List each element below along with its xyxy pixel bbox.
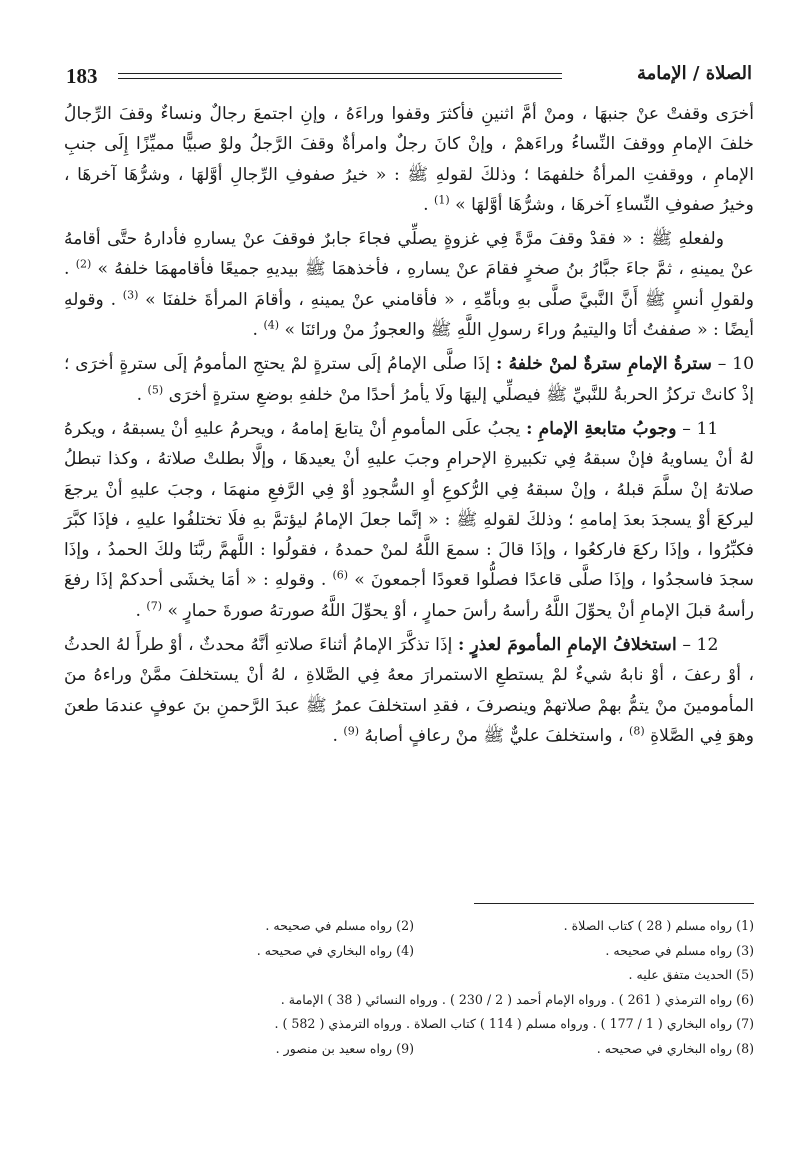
footnote-row <box>64 939 754 964</box>
footnote-row <box>64 1012 754 1037</box>
footnote: (2) رواه مسلم في صحيحه . <box>265 918 414 933</box>
footnote: (4) رواه البخاري في صحيحه . <box>256 942 414 958</box>
footnote: (9) رواه سعيد بن منصور . <box>275 1040 414 1056</box>
section-number: 11 – <box>682 418 719 439</box>
footnote-divider <box>474 903 754 904</box>
footnote-ref-9: (9) <box>343 724 359 738</box>
footnote: (6) رواه الترمذي ( 261 ) . ورواه الإمام أحمد ( 2 / 230 ) . ورواه النسائي ( 38 ) الإمامة . <box>280 991 754 1007</box>
footnotes <box>64 914 754 1061</box>
footnote-ref-2: (2) <box>75 257 92 271</box>
footnote: (7) رواه البخاري ( 1 / 177 ) . ورواه مسلم ( 114 ) كتاب الصلاة . ورواه الترمذي ( 582 ) . <box>274 1016 754 1031</box>
footnote-ref-5: (5) <box>147 382 164 396</box>
header-double-rule <box>118 73 562 83</box>
running-header <box>66 62 752 92</box>
chapter-title: الصلاة / الإمامة <box>636 63 752 84</box>
paragraph-10: 10 – سترةُ الإمامِ سترةٌ لمنْ خلفهُ : إذَا صلَّى الإمامُ إلَى سترةٍ لمْ يحتجِ المأمومُ إلَى سترةٍ أخرَى ؛ إذْ كانتْ تركزُ الحربةُ للنَّبيِّ ﷺ فيصلِّي إليهَا ولَا يأمرُ أحدًا منْ خلفهِ بوضعِ سترةٍ أخرَى $^{(5)}$ . <box>64 354 755 405</box>
footnote-row <box>64 914 754 939</box>
paragraph-2: ولفعلهِ ﷺ : « فقدْ وقفَ مرَّةً فِي غزوةٍ يصلِّي فجاءَ جابرٌ فوقفَ عنْ يسارهِ فأدارهُ حتَّى أقامهُ عنْ يمينهِ ، ثمَّ جاءَ جبَّارُ بنُ صخرٍ فقامَ عنْ يسارهِ ، فأخذهمَا ﷺ بيديهِ جميعًا فأقامهمَا خلفهُ » $^{(2)}$ . ولقولِ أنسٍ ﷺ أَنَّ النَّبيَّ صلَّى بهِ وبأمِّهِ ، « فأقامني عنْ يمينهِ ، وأقامَ المرأةَ خلفنَا » $^{(3)}$ . وقولهِ أيضًا : « صففتُ أنَا واليتيمُ وراءَ رسولِ اللَّهِ ﷺ والعجوزُ منْ ورائنَا » $^{(4)}$ . <box>64 229 754 341</box>
footnote: (3) رواه مسلم في صحيحه . <box>605 942 754 958</box>
section-heading: سترةُ الإمامِ سترةٌ لمنْ خلفهُ : <box>495 354 713 375</box>
footnote-ref-1: (1) <box>434 193 450 207</box>
footnote-ref-8: (8) <box>629 724 645 738</box>
paragraph-12: 12 – استخلافُ الإمامِ المأمومَ لعذرٍ : إذَا تذكَّرَ الإمامُ أثناءَ صلاتهِ أنَّهُ محدثٌ ، أوْ طرأَ لهُ الحدثُ ، أوْ رعفَ ، أوْ نابهُ شيءٌ لمْ يستطعِ الاستمرارَ معهُ فِي الصَّلاةِ ، لهُ أنْ يستخلفَ ممَّنْ وراءهُ منَ المأمومينَ منْ يتمُّ بهمْ صلاتهمْ وينصرفَ ، فقدِ استخلفَ عمرُ ﷺ عبدَ الرَّحمنِ بنَ عوفٍ عندمَا طعنَ وهوَ فِي الصَّلاةِ $^{(8)}$ ، واستخلفَ عليٌّ ﷺ منْ رعافٍ أصابهُ $^{(9)}$ . <box>64 635 754 746</box>
footnote-row <box>64 963 754 988</box>
section-number: 12 – <box>682 635 719 656</box>
section-number: 10 – <box>717 354 755 375</box>
paragraph-1: أخرَى وقفتْ عنْ جنبهَا ، ومنْ أمَّ اثنينِ فأكثرَ وقفوا وراءَهُ ، وإنِ اجتمعَ رجالٌ ونساءٌ وقفَ الرِّجالُ خلفَ الإمامِ ووقفَ النِّساءُ وراءَهمْ ، وإنْ كانَ رجلٌ وامرأةٌ وقفَ الرَّجلُ ولوْ صبيًّا مميِّزًا إِلَى جنبِ الإمامِ ، ووقفتِ المرأةُ خلفهمَا ؛ وذلكَ لقولهِ ﷺ : « خيرُ صفوفِ الرِّجالِ أوَّلهَا ، وشرُّهَا آخرهَا ، وخيرُ صفوفِ النِّساءِ آخرهَا ، وشرُّهَا أوَّلهَا » $^{(1)}$ . <box>64 104 754 215</box>
footnote: (1) رواه مسلم ( 28 ) كتاب الصلاة . <box>563 918 754 933</box>
section-heading: استخلافُ الإمامِ المأمومَ لعذرٍ : <box>457 635 677 656</box>
footnote-ref-7: (7) <box>146 599 162 613</box>
footnote: (8) رواه البخاري في صحيحه . <box>596 1040 754 1056</box>
main-text <box>64 99 754 751</box>
footnote-row <box>64 1037 754 1062</box>
footnote-row <box>64 988 754 1013</box>
section-heading: وجوبُ متابعةِ الإمامِ : <box>526 418 677 439</box>
footnote-ref-3: (3) <box>122 288 139 302</box>
paragraph-11: 11 – وجوبُ متابعةِ الإمامِ : يجبُ علَى المأمومِ أنْ يتابعَ إمامهُ ، ويحرمُ عليهِ أنْ يسبقهُ ، ويكرهُ لهُ أنْ يساويهُ فإنْ سبقهُ فِي تكبيرةِ الإحرامِ وجبَ عليهِ أنْ يعيدهَا ، وإلَّا بطلتْ صلاتهُ ، وكذا تبطلُ صلاتهُ إنْ سلَّمَ قبلهُ ، وإنْ سبقهُ فِي الرُّكوعِ أوِ السُّجودِ أوْ فِي الرَّفعِ منهمَا ، وجبَ عليهِ أنْ يرجعَ ليركعَ أوْ يسجدَ بعدَ إمامهِ ؛ وذلكَ لقولهِ ﷺ : « إنَّما جعلَ الإمامُ ليؤتمَّ بهِ فلَا تختلفُوا عليهِ ، فإذَا كبَّرَ فكبِّرُوا ، وإذَا ركعَ فاركعُوا ، وإذَا قالَ : سمعَ اللَّهُ لمنْ حمدهُ ، فقولُوا : اللَّهمَّ ربَّنَا ولكَ الحمدُ ، وإذَا سجدَ فاسجدُوا ، وإذَا صلَّى قاعدًا فصلُّوا قعودًا أجمعونَ » $^{(6)}$ . وقولهِ : « أمَا يخشَى أحدكمْ إذَا رفعَ رأسهُ قبلَ الإمامِ أنْ يحوِّلَ اللَّهُ رأسهُ رأسَ حمارٍ ، أوْ يحوِّلَ اللَّهُ صورتهُ صورةَ حمارٍ » $^{(7)}$ . <box>64 418 755 621</box>
footnote-ref-4: (4) <box>263 318 280 332</box>
page-number: 183 <box>66 64 98 88</box>
footnote-ref-6: (6) <box>332 568 349 582</box>
footnote: (5) الحديث متفق عليه . <box>628 967 754 982</box>
